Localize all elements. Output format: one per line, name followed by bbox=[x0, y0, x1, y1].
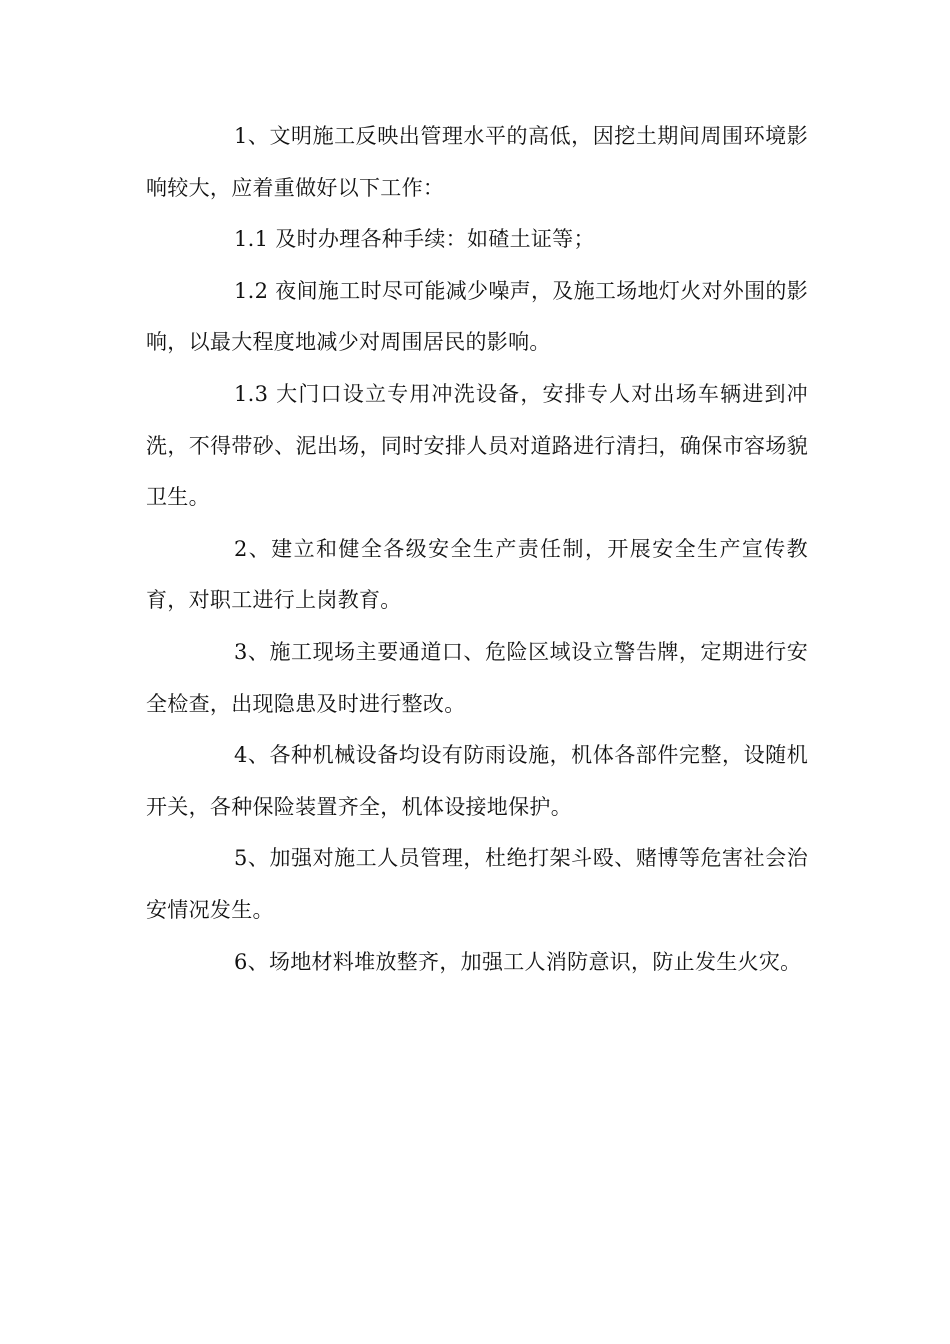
document-body bbox=[146, 111, 808, 988]
paragraph-1-3: 1.3 大门口设立专用冲洗设备，安排专人对出场车辆进到冲洗，不得带砂、泥出场，同时安排人员对道路进行清扫，确保市容场貌卫生。 bbox=[146, 381, 808, 510]
paragraph-1-2: 1.2 夜间施工时尽可能减少噪声，及施工场地灯火对外围的影响，以最大程度地减少对周围居民的影响。 bbox=[146, 278, 808, 355]
paragraph-4: 4、各种机械设备均设有防雨设施，机体各部件完整，设随机开关，各种保险装置齐全，机体设接地保护。 bbox=[146, 743, 808, 819]
paragraph-1: 1、文明施工反映出管理水平的高低，因挖土期间周围环境影响较大，应着重做好以下工作： bbox=[146, 124, 808, 200]
paragraph-5: 5、加强对施工人员管理，杜绝打架斗殴、赌博等危害社会治安情况发生。 bbox=[146, 846, 808, 922]
paragraph-3: 3、施工现场主要通道口、危险区域设立警告牌，定期进行安全检查，出现隐患及时进行整改。 bbox=[146, 639, 808, 716]
paragraph-2: 2、建立和健全各级安全生产责任制，开展安全生产宣传教育，对职工进行上岗教育。 bbox=[146, 536, 808, 613]
paragraph-6: 6、场地材料堆放整齐，加强工人消防意识，防止发生火灾。 bbox=[234, 949, 802, 974]
paragraph-1-1: 1.1 及时办理各种手续：如碴土证等； bbox=[234, 227, 595, 252]
